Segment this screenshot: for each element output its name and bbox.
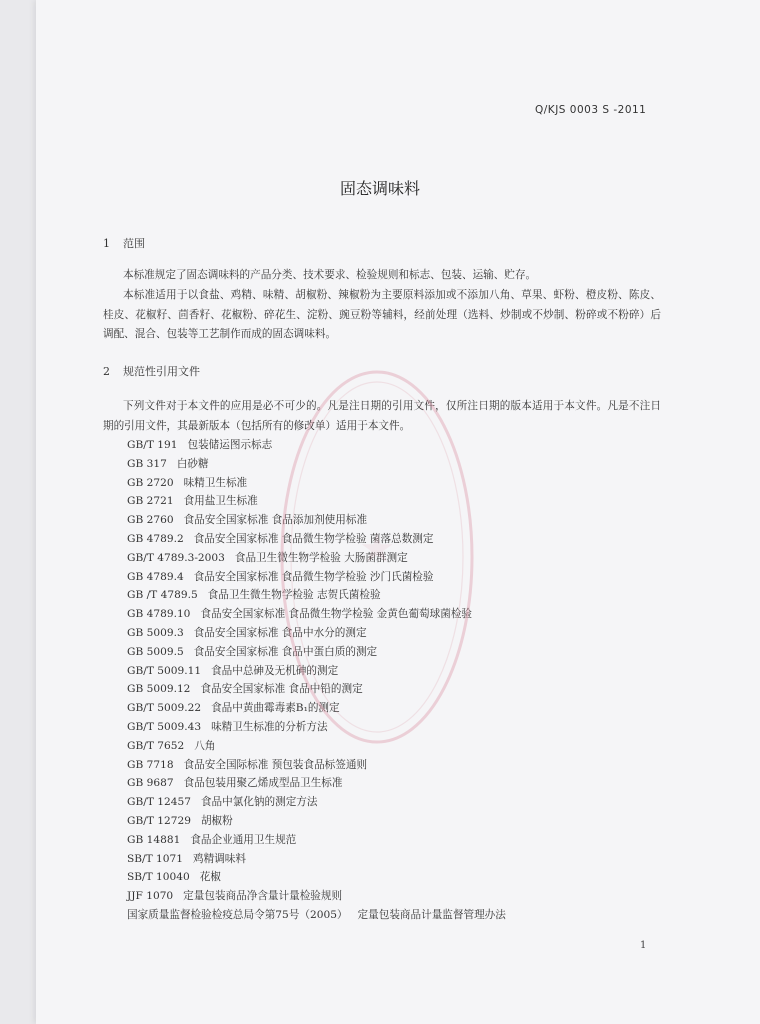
reference-code: JJF 1070 [127,890,174,903]
document-number: Q/KJS 0003 S -2011 [535,104,647,116]
reference-code: SB/T 10040 [127,871,190,884]
reference-code: SB/T 1071 [127,852,184,865]
reference-title: 定量包装商品净含量计量检验规则 [183,890,343,903]
reference-title: 食品中氯化钠的测定方法 [200,796,318,809]
reference-item [127,643,506,662]
reference-code: GB 4789.2 [127,532,184,545]
section-number: 1 [103,237,110,250]
reference-code: GB/T 4789.3-2003 [127,551,225,564]
reference-title: 食品卫生微生物学检验 志贺氏菌检验 [207,589,381,602]
reference-item [127,906,506,925]
section-title: 范围 [123,237,145,250]
reference-item [127,530,506,549]
reference-item [127,605,506,624]
reference-code: GB/T 5009.22 [127,702,202,715]
section-number: 2 [103,365,110,378]
reference-list [127,436,506,925]
reference-title: 八角 [194,739,216,752]
reference-code: GB 5009.12 [127,683,191,696]
reference-title: 食品安全国家标准 食品中蛋白质的测定 [193,645,378,658]
reference-code: GB 14881 [127,833,181,846]
reference-item [127,756,506,775]
reference-code: GB 9687 [127,777,174,790]
reference-title: 食品安全国家标准 食品中水分的测定 [193,626,367,639]
reference-item [127,868,506,887]
reference-item [127,831,506,850]
reference-code: GB 5009.5 [127,645,184,658]
reference-title: 白砂糖 [176,457,209,470]
reference-item [127,887,506,906]
reference-title: 食品安全国家标准 食品添加剂使用标准 [183,514,368,527]
reference-code: 国家质量监督检验检疫总局令第75号（2005） [127,908,348,921]
reference-item [127,492,506,511]
references-intro-paragraph: 下列文件对于本文件的应用是必不可少的。凡是注日期的引用文件，仅所注日期的版本适用于本文件。凡是不注日期的引用文件，其最新版本（包括所有的修改单）适用于本文件。 [103,400,661,432]
reference-item [127,455,506,474]
reference-title: 食品中总砷及无机砷的测定 [211,664,339,677]
reference-code: GB/T 5009.11 [127,664,202,677]
reference-item [127,624,506,643]
reference-title: 食品安全国家标准 食品微生物学检验 沙门氏菌检验 [193,570,434,583]
reference-title: 食品安全国家标准 食品微生物学检验 菌落总数测定 [193,532,434,545]
document-title: 固态调味料 [339,179,420,198]
reference-title: 味精卫生标准的分析方法 [211,720,328,733]
reference-item [127,662,506,681]
reference-item [127,511,506,530]
reference-item [127,586,506,605]
reference-title: 定量包装商品计量监督管理办法 [357,908,506,921]
reference-code: GB 7718 [127,758,174,771]
reference-item [127,699,506,718]
reference-item [127,568,506,587]
reference-code: GB 4789.4 [127,570,184,583]
reference-title: 食品安全国家标准 食品微生物学检验 金黄色葡萄球菌检验 [200,608,473,621]
reference-item [127,436,506,455]
section-heading-scope [103,235,145,251]
reference-code: GB 2760 [127,514,174,527]
reference-item [127,718,506,737]
reference-title: 食品安全国际标准 预包装食品标签通则 [183,758,368,771]
reference-item [127,737,506,756]
page-number: 1 [640,940,647,951]
reference-code: GB 5009.3 [127,626,184,639]
reference-code: GB/T 12729 [127,814,191,827]
reference-item [127,549,506,568]
reference-title: 包装储运图示标志 [187,439,273,451]
reference-item [127,774,506,793]
reference-code: GB /T 4789.5 [127,589,198,602]
reference-item [127,680,506,699]
reference-title: 胡椒粉 [200,814,233,827]
reference-title: 食品中黄曲霉毒素B₁的测定 [211,702,340,715]
reference-code: GB/T 191 [127,439,178,451]
reference-title: 食品企业通用卫生规范 [190,833,297,846]
reference-item [127,812,506,831]
reference-item [127,850,506,869]
reference-code: GB 2721 [127,495,174,508]
section-title: 规范性引用文件 [123,365,200,378]
reference-title: 花椒 [199,871,221,884]
reference-code: GB 2720 [127,476,174,489]
reference-title: 味精卫生标准 [183,476,248,489]
reference-item [127,793,506,812]
reference-code: GB 317 [127,457,167,470]
reference-title: 食用盐卫生标准 [183,495,258,508]
reference-title: 鸡精调味料 [193,852,246,865]
section-heading-normative-references [103,363,200,379]
scope-paragraph-2: 本标准适用于以食盐、鸡精、味精、胡椒粉、辣椒粉为主要原料添加或不添加八角、草果、虾粉、橙皮粉、陈皮、桂皮、花椒籽、茴香籽、花椒粉、碎花生、淀粉、豌豆粉等辅料，经前处理（选料、炒制或不炒制、粉碎或不粉碎）后调配、混合、包装等工艺制作而成的固态调味料。 [103,289,661,340]
reference-code: GB/T 5009.43 [127,720,202,733]
reference-item [127,474,506,493]
reference-code: GB/T 7652 [127,739,185,752]
reference-title: 食品包装用聚乙烯成型品卫生标准 [183,777,343,790]
reference-code: GB/T 12457 [127,796,191,809]
reference-code: GB 4789.10 [127,608,191,621]
reference-title: 食品卫生微生物学检验 大肠菌群测定 [234,551,408,564]
scope-paragraph-1: 本标准规定了固态调味料的产品分类、技术要求、检验规则和标志、包装、运输、贮存。 [123,269,537,281]
reference-title: 食品安全国家标准 食品中铅的测定 [200,683,363,696]
